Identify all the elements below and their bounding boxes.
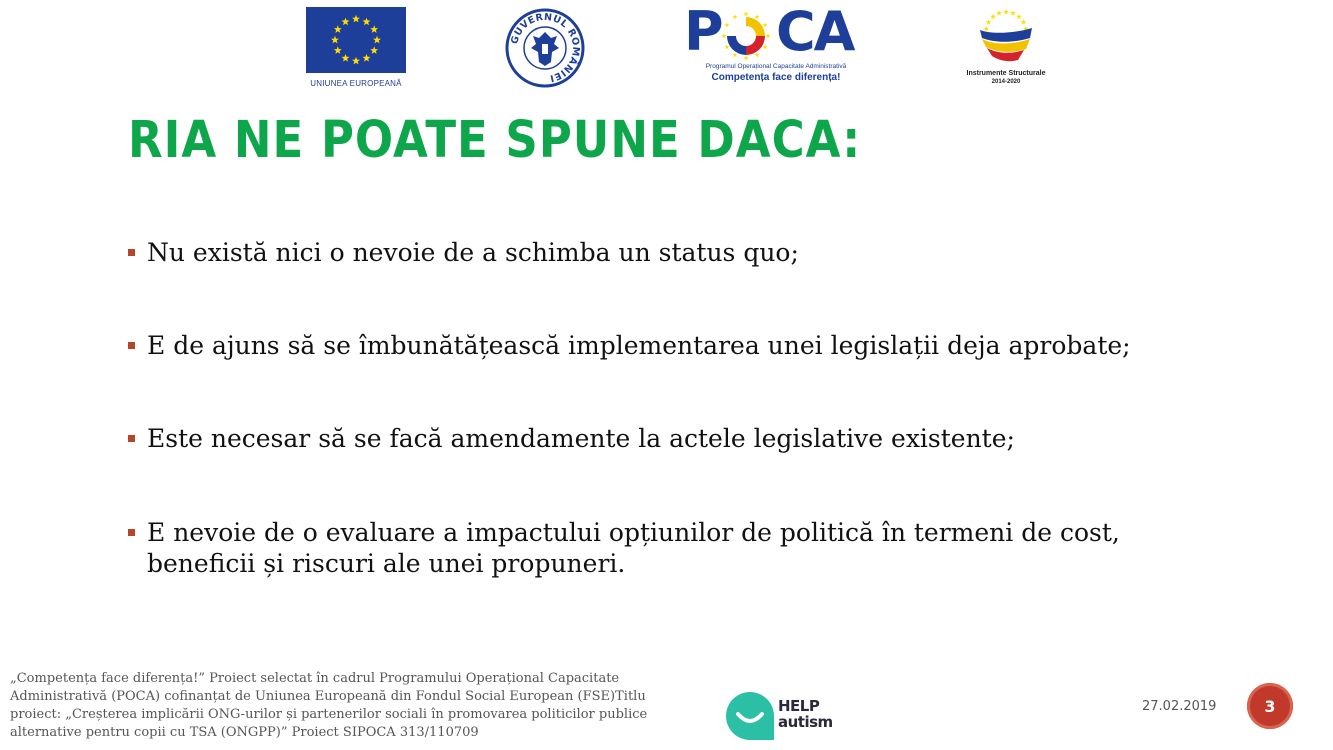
help-autism-logo — [724, 690, 834, 740]
bullet-marker-icon — [128, 435, 135, 442]
help-autism-line2: autism — [778, 713, 833, 731]
bullet-item — [128, 423, 1208, 454]
bullet-marker-icon — [128, 249, 135, 256]
structural-funds-caption — [960, 70, 1052, 86]
structural-funds-icon — [960, 8, 1052, 68]
structural-funds-caption-line2: 2014-2020 — [991, 79, 1021, 85]
bullet-text: Este necesar să se facă amendamente la actele legislative existente; — [147, 424, 1015, 453]
eu-logo-caption: UNIUNEA EUROPEANĂ — [310, 79, 402, 88]
government-seal-text: GUVERNUL ROMÂNIEI — [509, 11, 582, 84]
bullet-marker-icon — [128, 529, 135, 536]
footer-project-info: „Competența face diferența!” Proiect selectat în cadrul Programului Operațional Capacitate Administrativă (POCA) cofinanțat de Uniunea Europeană din Fondul Social European (FSE)Titlu proiect: „Creșterea implicării ONG-urilor și partenerilor sociali în promovarea politicilor publice alternative pentru copii cu TSA (ONGPP)” Proiect SIPOCA 313/110709 — [10, 671, 648, 740]
poca-tagline: Competența face diferența! — [711, 72, 841, 83]
poca-subtitle: Programul Operațional Capacitate Administrativă — [705, 63, 847, 70]
slide-title: RIA NE POATE SPUNE DACA: — [128, 110, 862, 170]
bullet-text: Nu există nici o nevoie de a schimba un status quo; — [147, 238, 799, 267]
bullet-text: E nevoie de o evaluare a impactului opțiunilor de politică în termeni de cost, beneficii și riscuri ale unei propuneri. — [147, 518, 1120, 578]
government-seal-logo — [505, 8, 585, 88]
bullet-item — [128, 237, 1208, 268]
slide-date: 27.02.2019 — [1142, 699, 1217, 714]
bullet-marker-icon — [128, 342, 135, 349]
structural-funds-logo — [960, 8, 1052, 88]
eu-logo — [306, 7, 406, 89]
help-autism-line1: HELP — [778, 697, 820, 715]
help-autism-wordmark — [778, 698, 833, 730]
structural-funds-caption-line1: Instrumente Structurale — [966, 70, 1046, 77]
eu-flag-icon — [306, 7, 406, 73]
bullet-item — [128, 330, 1208, 361]
poca-logo: P CA Programul Operațional Capacitate Administrativă Competența face diferența! — [684, 8, 868, 88]
page-number-badge: 3 — [1247, 683, 1293, 729]
help-autism-icon — [724, 690, 776, 740]
government-seal-icon — [505, 8, 585, 88]
bullet-item — [128, 517, 1208, 579]
bullet-text: E de ajuns să se îmbunătățească implementarea unei legislații deja aprobate; — [147, 331, 1131, 360]
